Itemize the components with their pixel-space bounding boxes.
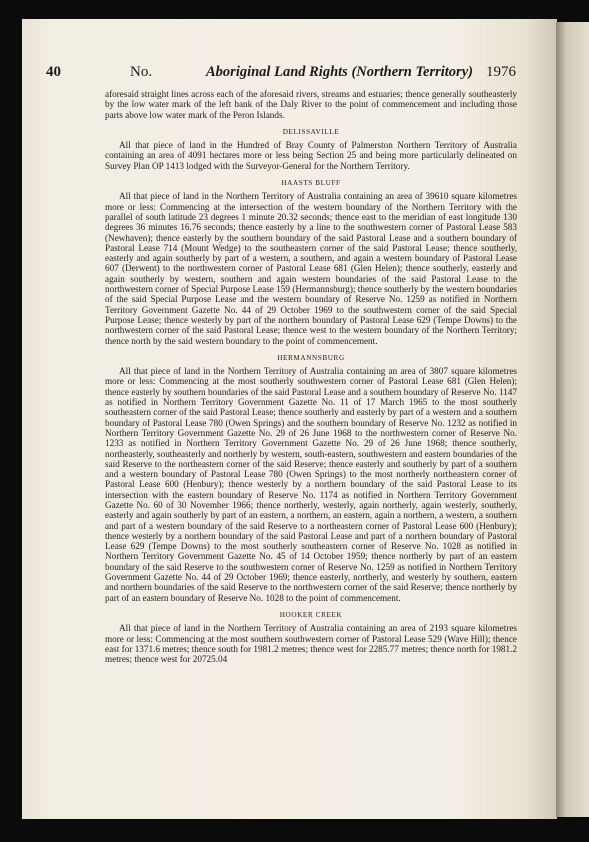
section-heading-delissaville: DELISSAVILLE <box>282 127 340 136</box>
running-header <box>46 64 516 84</box>
page-number: 40 <box>46 64 61 80</box>
body-text <box>105 89 517 664</box>
section-heading-hooker-creek: HOOKER CREEK <box>279 610 343 619</box>
section-heading-haasts-bluff: HAASTS BLUFF <box>281 179 341 188</box>
header-no-label: No. <box>130 64 153 80</box>
adjacent-page-edge <box>556 22 589 817</box>
paragraph-hooker-creek: All that piece of land in the Northern Territory of Australia containing an area of 2193 square kilometres more or less: Commencing at the most southern southwestern corner of Pastoral Lease 529 (Wave Hill); thence east for 1371.6 metres; thence south for 1981.2 metres; thence west for 2285.77 metres; thence north for 1981.2 metres; thence west for 20725.04 <box>105 623 517 665</box>
section-heading-hermannsburg: HERMANNSBURG <box>277 353 345 362</box>
paragraph-continued: aforesaid straight lines across each of the aforesaid rivers, streams and estuaries; thence generally southeasterly by the low water mark of the left bank of the Daly River to the point of commencement and including those parts above low water mark of the Peron Islands. <box>105 89 517 120</box>
paragraph-hermannsburg: All that piece of land in the Northern Territory of Australia containing an area of 3807 square kilometres more or less: Commencing at the most southerly southwestern corner of Pastoral Lease 681 (Glen Helen); thence easterly by southern boundaries of the said Pastoral Lease and a southern boundary of Reserve No. 1147 as notified in Northern Territory Government Gazette No. 11 of 17 March 1965 to the most southerly southeastern corner of the said Pastoral Lease; thence southerly and easterly by part of a western and a southern boundary of Pastoral Lease 780 (Owen Springs) and the southern boundary of Reserve No. 1232 as notified in Northern Territory Government Gazette No. 29 of 26 June 1968 to the northwestern corner of Reserve No. 1233 as notified in Northern Territory Government Gazette No. 29 of 26 June 1968; thence southerly, northeasterly, southeasterly and northerly by western, south-eastern, southwestern and eastern boundaries of the said Reserve to the northeastern corner of the said Reserve; thence easterly and southerly by part of a southern and a western boundary of Pastoral Lease 780 (Owen Springs) to the most northerly northeastern corner of Pastoral Lease 600 (Henbury); thence westerly by a northern boundary of the said Pastoral Lease to its intersection with the eastern boundary of Reserve No. 1174 as notified in Northern Territory Government Gazette No. 60 of 30 November 1966; thence northerly, westerly, again northerly, again westerly, southerly, easterly and again southerly by part of an eastern, a northern, an eastern, again a northern, a western, a southern and part of a western boundary of the said Reserve to a northeastern corner of Pastoral Lease 600 (Henbury); thence westerly by a northern boundary of the said Pastoral Lease and part of a northern boundary of Pastoral Lease 629 (Tempe Downs) to the most southerly southeastern corner of Reserve No. 1028 as notified in Northern Territory Government Gazette No. 45 of 14 October 1959; thence northerly by part of an eastern boundary of the said Reserve to the southwestern corner of Reserve No. 1259 as notified in Northern Territory Government Gazette No. 44 of 29 October 1969; thence easterly, northerly, and westerly by southern, eastern and northern boundaries of the said Reserve to the northwestern corner of the said Reserve; thence northerly by part of an eastern boundary of Reserve No. 1028 to the point of commencement. <box>105 366 517 603</box>
paragraph-haasts-bluff: All that piece of land in the Northern Territory of Australia containing an area of 39610 square kilometres more or less: Commencing at the intersection of the western boundary of the Northern Territory with the parallel of south latitude 23 degrees 1 minute 20.32 seconds; thence east to the meridian of east longitude 130 degrees 36 minutes 16.76 seconds; thence easterly by a line to the southwestern corner of Pastoral Lease 583 (Newhaven); thence easterly by the southern boundary of the said Pastoral Lease and a southern boundary of Pastoral Lease 714 (Mount Wedge) to the southeastern corner of the said Pastoral Lease; thence southerly, easterly and again southerly by part of a western, a southern, and again a western boundary of Pastoral Lease 607 (Derwent) to the northwestern corner of Pastoral Lease 681 (Glen Helen); thence southerly, easterly and again southerly by western, southern and again western boundaries of the said Pastoral Lease to the northwestern corner of Special Purpose Lease 159 (Hermannsburg); thence southerly by the western boundaries of the said Special Purpose Lease and the western boundary of Reserve No. 1259 as notified in Northern Territory Government Gazette No. 44 of 29 October 1969 to the southwestern corner of the said Special Purpose Lease; thence westerly by part of the northern boundary of Pastoral Lease 629 (Tempe Downs) to the northwestern corner of the said Pastoral Lease; thence west to the western boundary of the Northern Territory; thence north by the said western boundary to the point of commencement. <box>105 191 517 346</box>
header-title: Aboriginal Land Rights (Northern Territory) <box>206 64 473 80</box>
paragraph-delissaville: All that piece of land in the Hundred of Bray County of Palmerston Northern Territory of Australia containing an area of 4091 hectares more or less being Section 25 and being more particularly delineated on Survey Plan OP 1413 lodged with the Surveyor-General for the Northern Territory. <box>105 140 517 171</box>
header-year: 1976 <box>486 64 516 80</box>
